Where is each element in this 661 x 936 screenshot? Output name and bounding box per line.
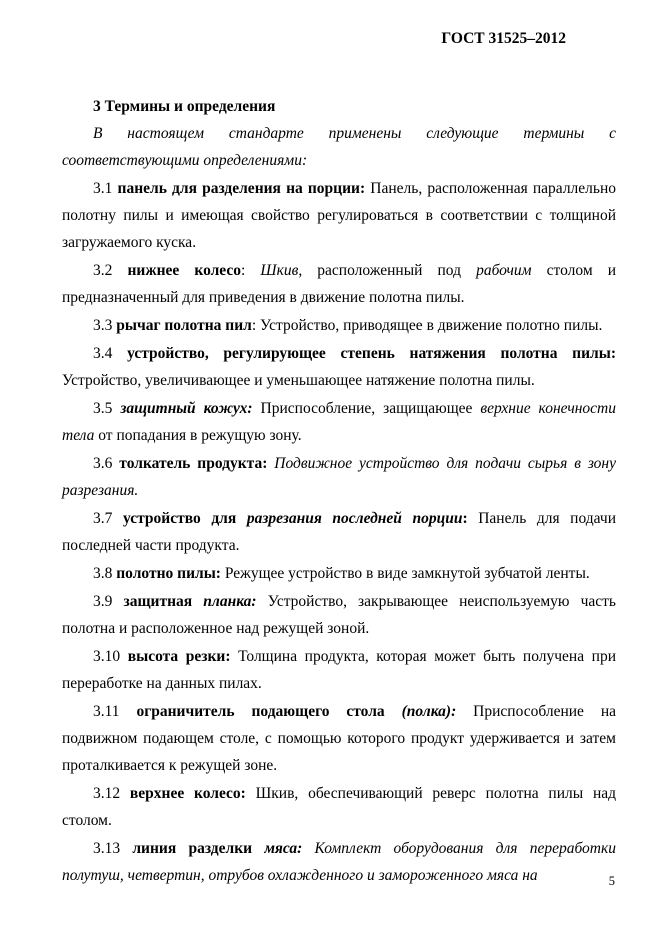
term-name: : xyxy=(462,510,468,527)
term-text: верхние конечности тела xyxy=(62,400,616,444)
term-text: : Устройство, приводящее в движение полотно пилы. xyxy=(251,317,603,334)
terms-list xyxy=(62,175,616,889)
term-definition xyxy=(62,257,616,311)
term-number: 3.6 xyxy=(93,455,120,472)
term-text: , расположенный под xyxy=(298,262,477,279)
term-name: нижнее колесо xyxy=(127,262,242,279)
section-intro-text: В настоящем стандарте применены следующие термины с соответствующими определениями: xyxy=(62,125,616,169)
term-text: Устройство, закрывающее неиспользуемую часть полотна и расположенное над режущей зоной. xyxy=(62,593,616,637)
term-name: полотно пилы: xyxy=(116,565,221,582)
section-intro xyxy=(62,120,616,174)
term-text: Подвижное устройство для подачи сырья в зону разрезания. xyxy=(62,455,616,499)
term-name: высота резки: xyxy=(127,648,231,665)
document-body xyxy=(62,93,616,890)
term-definition xyxy=(62,560,616,587)
term-definition xyxy=(62,340,616,394)
term-name: устройство, регулирующее степень натяжения полотна пилы: xyxy=(127,345,616,362)
term-text: Комплект оборудования для переработки полутуш, четвертин, отрубов охлажденного и замороженного мяса на xyxy=(62,840,616,884)
term-name: панель для разделения на порции: xyxy=(117,180,366,197)
term-name: мяса: xyxy=(264,840,303,857)
term-number: 3.2 xyxy=(93,262,128,279)
term-name: ограничитель подающего стола xyxy=(136,703,402,720)
term-name: (полка): xyxy=(401,703,457,720)
term-number: 3.11 xyxy=(93,703,137,720)
term-name: линия разделки xyxy=(132,840,265,857)
term-text: рабочим xyxy=(476,262,532,279)
term-text: Приспособление на подвижном подающем столе, с помощью которого продукт удерживается и затем проталкивается к режущей зоне. xyxy=(62,703,616,774)
section-title: 3 Термины и определения xyxy=(93,98,276,115)
term-definition xyxy=(62,450,616,504)
term-name: защитный кожух: xyxy=(120,400,253,417)
term-number: 3.1 xyxy=(93,180,118,197)
term-definition xyxy=(62,588,616,642)
term-text: Устройство, увеличивающее и уменьшающее натяжение полотна пилы. xyxy=(62,372,535,389)
term-text: Панель, расположенная параллельно полотну пилы и имеющая свойство регулироваться в соответствии с толщиной загружаемого куска. xyxy=(62,180,617,251)
term-name: верхнее колесо: xyxy=(129,785,246,802)
term-name: толкатель продукта: xyxy=(119,455,268,472)
term-definition xyxy=(62,835,616,889)
term-name: устройство для xyxy=(122,510,247,527)
term-definition xyxy=(62,505,616,559)
term-text: Шкив, обеспечивающий реверс полотна пилы над столом. xyxy=(62,785,617,829)
term-number: 3.9 xyxy=(93,593,124,610)
term-number: 3.12 xyxy=(93,785,130,802)
term-text: Приспособление, защищающее xyxy=(252,400,481,417)
term-definition xyxy=(62,175,616,256)
term-text: от попадания в режущую зону. xyxy=(94,427,302,444)
term-text: Панель для подачи последней части продукта. xyxy=(62,510,617,554)
term-number: 3.13 xyxy=(93,840,133,857)
term-number: 3.5 xyxy=(93,400,121,417)
term-number: 3.3 xyxy=(93,317,117,334)
term-number: 3.7 xyxy=(93,510,123,527)
term-text: Толщина продукта, которая может быть получена при переработке на данных пилах. xyxy=(62,648,617,692)
term-name: разрезания последней порции xyxy=(246,510,463,527)
term-definition xyxy=(62,312,616,339)
term-name: планка: xyxy=(203,593,257,610)
term-number: 3.10 xyxy=(93,648,128,665)
term-number: 3.8 xyxy=(93,565,117,582)
term-definition xyxy=(62,780,616,834)
page-number: 5 xyxy=(608,874,615,888)
term-name: рычаг полотна пил xyxy=(116,317,252,334)
document-header: ГОСТ 31525–2012 xyxy=(441,30,566,47)
term-definition xyxy=(62,643,616,697)
term-definition xyxy=(62,395,616,449)
term-text: : xyxy=(241,262,261,279)
term-number: 3.4 xyxy=(93,345,128,362)
term-name: защитная xyxy=(123,593,204,610)
term-text: Режущее устройство в виде замкнутой зубчатой ленты. xyxy=(220,565,590,582)
term-text: Шкив xyxy=(260,262,299,279)
term-definition xyxy=(62,698,616,779)
term-text: столом и предназначенный для приведения в движение полотна пилы. xyxy=(62,262,616,306)
